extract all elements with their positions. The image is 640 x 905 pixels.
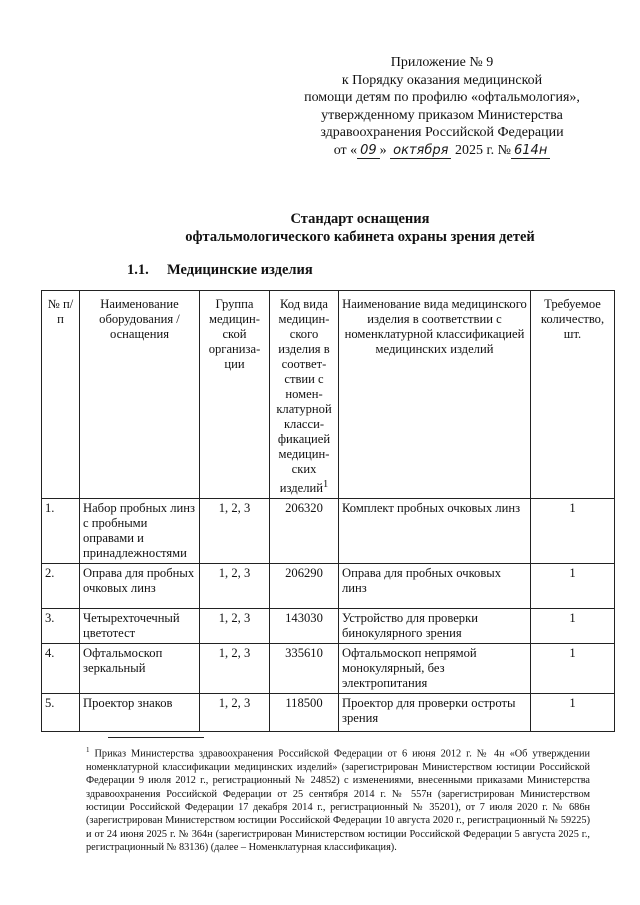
row-num: 3.: [42, 609, 80, 644]
row-qty: 1: [531, 609, 615, 644]
row-name: Четырехточечный цветотест: [80, 609, 200, 644]
document-title: [100, 210, 620, 246]
row-group: 1, 2, 3: [200, 694, 270, 732]
section-number: 1.1.: [127, 262, 149, 278]
section-heading: [127, 262, 313, 279]
row-qty: 1: [531, 694, 615, 732]
handwritten-month: октября: [390, 144, 451, 159]
row-qty: 1: [531, 499, 615, 564]
title-line-1: Стандарт оснащения: [290, 211, 430, 227]
row-code: 206290: [270, 564, 339, 609]
row-name: Проектор знаков: [80, 694, 200, 732]
header-kind: Наименование вида медицинского изделия в соответствии с номенклатурной классификацией медицинских изделий: [339, 291, 531, 499]
appendix-line-3: помощи детям по профилю «офтальмология»,: [304, 90, 580, 106]
handwritten-day: 09: [357, 144, 380, 159]
row-name: Набор пробных линз с пробными оправами и принадлежностями: [80, 499, 200, 564]
appendix-line-4: утвержденному приказом Министерства: [321, 107, 563, 123]
table-row: [42, 694, 615, 732]
footnote-text: Приказ Министерства здравоохранения Российской Федерации от 6 июня 2012 г. № 4н «Об утверждении номенклатурной классификации медицинских изделий» (зарегистрирован Министерством юстиции Российской Федерации 9 июля 2012 г., регистрационный № 24852) с изменениями, внесенными приказами Министерства здравоохранения Российской Федерации от 25 сентября 2014 г. № 557н (зарегистрирован Министерством юстиции Российской Федерации 17 декабря 2014 г., регистрационный № 35201), от 7 июля 2020 г. № 686н (зарегистрирован Министерством юстиции Российской Федерации 10 августа 2020 г., регистрационный № 59225) и от 24 июня 2025 г. № 364н (зарегистрирован Министерством юстиции Российской Федерации 5 августа 2025 г., регистрационный № 83136) (далее – Номенклатурная классификация).: [86, 748, 591, 854]
footnote-divider: [108, 737, 204, 738]
table-row: [42, 609, 615, 644]
row-code: 143030: [270, 609, 339, 644]
date-mid: »: [379, 142, 387, 158]
row-kind: Проектор для проверки остроты зрения: [339, 694, 531, 732]
appendix-line-5: здравоохранения Российской Федерации: [320, 125, 564, 141]
title-line-2: офтальмологического кабинета охраны зрения детей: [185, 229, 535, 245]
footnote-marker: 1: [86, 746, 90, 754]
table-header-row: [42, 291, 615, 499]
row-qty: 1: [531, 644, 615, 694]
header-code-text: Код вида медицин-ского изделия в соответ-ствии с номен-клатурной класси-фикацией медицин-ских изделий: [276, 297, 332, 496]
table-row: [42, 499, 615, 564]
footnote-ref: 1: [323, 479, 329, 490]
row-group: 1, 2, 3: [200, 609, 270, 644]
row-group: 1, 2, 3: [200, 499, 270, 564]
appendix-title: Приложение № 9: [390, 55, 494, 70]
row-num: 1.: [42, 499, 80, 564]
footnote: [86, 744, 590, 855]
header-name: Наименование оборудования / оснащения: [80, 291, 200, 499]
row-qty: 1: [531, 564, 615, 609]
appendix-header: [282, 54, 602, 160]
row-group: 1, 2, 3: [200, 564, 270, 609]
date-prefix: от «: [333, 142, 358, 158]
date-suffix: 2025 г. №: [454, 142, 511, 158]
row-code: 206320: [270, 499, 339, 564]
row-num: 5.: [42, 694, 80, 732]
row-name: Офтальмоскоп зеркальный: [80, 644, 200, 694]
handwritten-order-number: 614н: [511, 144, 550, 159]
row-kind: Комплект пробных очковых линз: [339, 499, 531, 564]
row-kind: Устройство для проверки бинокулярного зрения: [339, 609, 531, 644]
appendix-line-2: к Порядку оказания медицинской: [341, 72, 543, 88]
row-num: 2.: [42, 564, 80, 609]
row-kind: Оправа для пробных очковых линз: [339, 564, 531, 609]
header-qty: Требуемое количество, шт.: [531, 291, 615, 499]
equipment-table: [41, 290, 615, 732]
table-row: [42, 564, 615, 609]
order-date-line: [282, 142, 602, 160]
row-group: 1, 2, 3: [200, 644, 270, 694]
row-code: 118500: [270, 694, 339, 732]
section-label: Медицинские изделия: [167, 262, 313, 278]
table-row: [42, 644, 615, 694]
row-name: Оправа для пробных очковых линз: [80, 564, 200, 609]
row-code: 335610: [270, 644, 339, 694]
row-num: 4.: [42, 644, 80, 694]
row-kind: Офтальмоскоп непрямой монокулярный, без электропитания: [339, 644, 531, 694]
header-group: Группа медицин-ской организа-ции: [200, 291, 270, 499]
header-code: [270, 291, 339, 499]
header-num: № п/п: [42, 291, 80, 499]
